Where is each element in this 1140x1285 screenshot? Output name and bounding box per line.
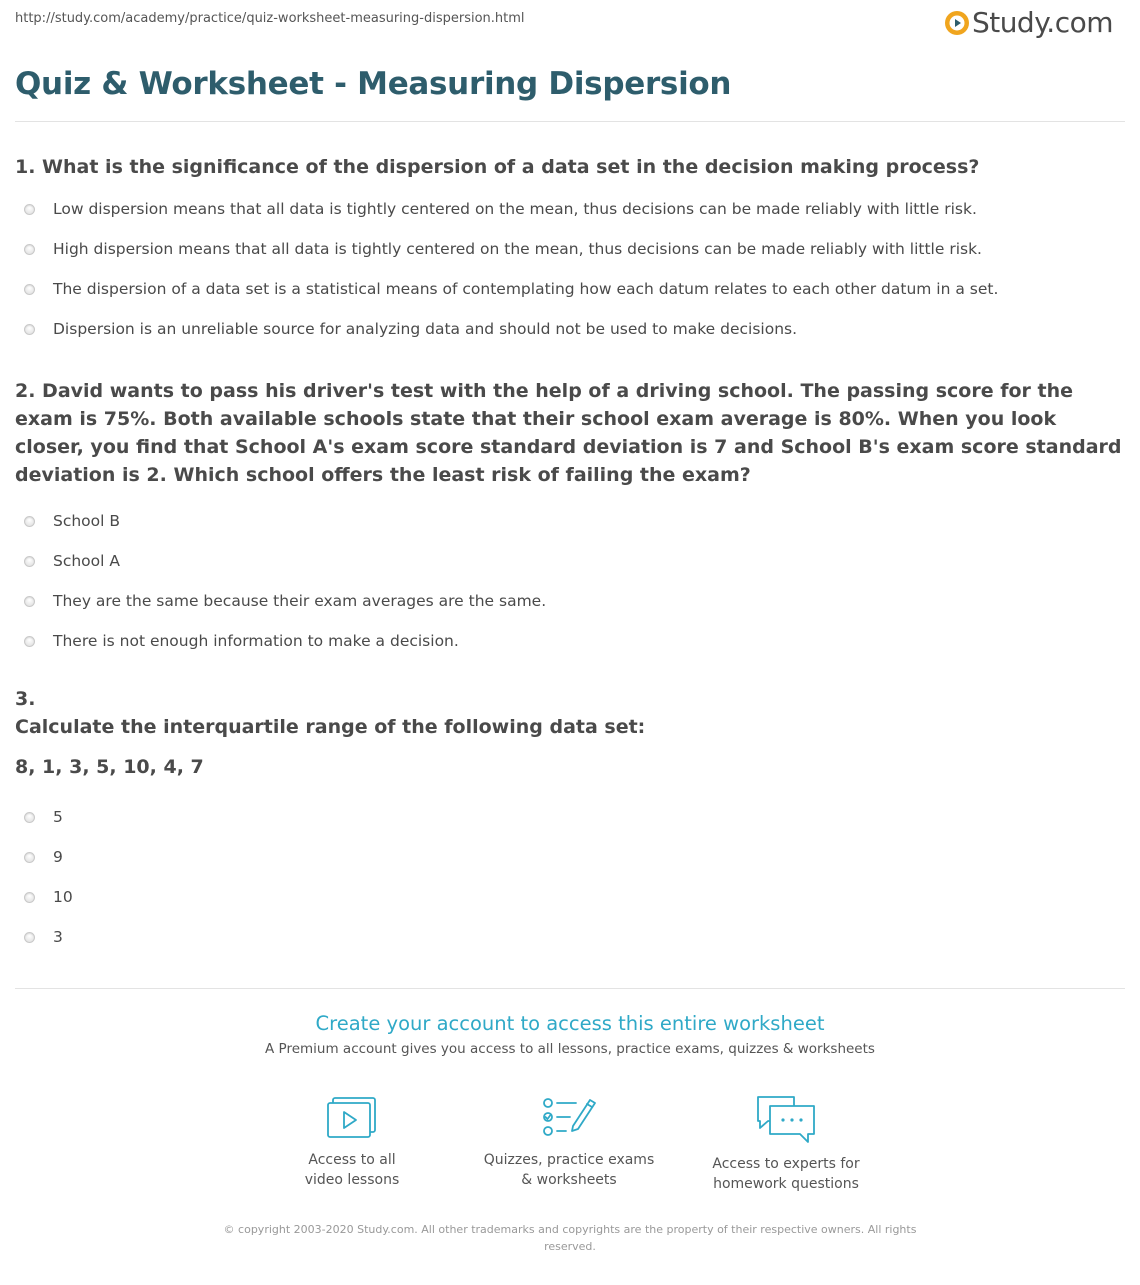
radio-button[interactable] (24, 556, 35, 567)
choice-label: School B (53, 512, 121, 530)
feature-line: & worksheets (521, 1172, 617, 1188)
answer-choices (15, 501, 1130, 661)
answer-choice[interactable] (15, 797, 1130, 837)
study-logo[interactable] (945, 6, 1113, 39)
choice-label: School A (53, 552, 120, 570)
radio-button[interactable] (24, 204, 35, 215)
choice-label: Dispersion is an unreliable source for analyzing data and should not be used to make decisions. (53, 320, 798, 338)
page-title: Quiz & Worksheet - Measuring Dispersion (15, 66, 732, 102)
question-number: 3. (15, 688, 36, 710)
copyright-footer (210, 1221, 930, 1255)
choice-label: 5 (53, 808, 63, 826)
answer-choice[interactable] (15, 877, 1130, 917)
footer-line: © copyright 2003-2020 Study.com. All other trademarks and copyrights are the property of their respective owners. All rights (223, 1223, 917, 1236)
answer-choice[interactable] (15, 501, 1130, 541)
question-line: 1. What is the significance of the dispersion of a data set in the decision making process? (15, 156, 980, 178)
choice-label: 3 (53, 928, 63, 946)
feature-line: homework questions (713, 1176, 859, 1192)
answer-choices (15, 797, 1130, 957)
radio-button[interactable] (24, 596, 35, 607)
choice-label: They are the same because their exam averages are the same. (53, 592, 547, 610)
quiz-checklist-icon (540, 1094, 598, 1140)
feature-label (686, 1154, 886, 1194)
cta-title[interactable]: Create your account to access this entire worksheet (315, 1012, 825, 1035)
play-icon (945, 11, 969, 35)
radio-button[interactable] (24, 244, 35, 255)
page-url[interactable]: http://study.com/academy/practice/quiz-worksheet-measuring-dispersion.html (15, 11, 525, 26)
question-text (15, 153, 1130, 181)
radio-button[interactable] (24, 932, 35, 943)
question-1 (15, 153, 1130, 349)
feature-label (252, 1150, 452, 1190)
feature-line: Quizzes, practice exams (483, 1152, 655, 1168)
question-text (15, 685, 1130, 781)
video-lessons-icon (325, 1094, 379, 1140)
footer-line: reserved. (544, 1240, 596, 1253)
answer-choice[interactable] (15, 837, 1130, 877)
answer-choice[interactable] (15, 541, 1130, 581)
brand-name: Study.com (971, 6, 1113, 39)
radio-button[interactable] (24, 852, 35, 863)
top-bar (0, 0, 1140, 50)
cta-divider (15, 988, 1125, 989)
choice-label: The dispersion of a data set is a statistical means of contemplating how each datum relates to each other datum in a set. (53, 280, 999, 298)
question-line: 2. David wants to pass his driver's test with the help of a driving school. The passing score for the exam is 75%. Both available schools state that their school exam average is 80%. When you look closer, you find that School A's exam score standard deviation is 7 and School B's exam score standard deviation is 2. Which school offers the least risk of failing the exam? (15, 380, 1122, 486)
radio-button[interactable] (24, 284, 35, 295)
radio-button[interactable] (24, 516, 35, 527)
choice-label: 9 (53, 848, 63, 866)
choice-label: High dispersion means that all data is tightly centered on the mean, thus decisions can be made reliably with little risk. (53, 240, 982, 258)
answer-choice[interactable] (15, 189, 1130, 229)
question-2 (15, 377, 1130, 661)
choice-label: Low dispersion means that all data is tightly centered on the mean, thus decisions can be made reliably with little risk. (53, 200, 977, 218)
feature-label (469, 1150, 669, 1190)
radio-button[interactable] (24, 812, 35, 823)
choice-label: There is not enough information to make a decision. (53, 632, 459, 650)
question-3 (15, 685, 1130, 957)
feature-experts (686, 1094, 886, 1194)
answer-choice[interactable] (15, 917, 1130, 957)
signup-cta (0, 1012, 1140, 1057)
title-divider (15, 121, 1125, 122)
feature-line: Access to all (308, 1152, 396, 1168)
answer-choices (15, 189, 1130, 349)
choice-label: 10 (53, 888, 73, 906)
answer-choice[interactable] (15, 309, 1130, 349)
feature-quizzes (469, 1094, 669, 1190)
radio-button[interactable] (24, 636, 35, 647)
answer-choice[interactable] (15, 581, 1130, 621)
data-set: 8, 1, 3, 5, 10, 4, 7 (15, 756, 204, 778)
feature-video-lessons (252, 1094, 452, 1190)
answer-choice[interactable] (15, 229, 1130, 269)
question-line: Calculate the interquartile range of the following data set: (15, 716, 646, 738)
radio-button[interactable] (24, 892, 35, 903)
chat-bubbles-icon (754, 1094, 818, 1144)
radio-button[interactable] (24, 324, 35, 335)
answer-choice[interactable] (15, 269, 1130, 309)
feature-line: Access to experts for (712, 1156, 860, 1172)
feature-line: video lessons (304, 1172, 400, 1188)
answer-choice[interactable] (15, 621, 1130, 661)
question-text (15, 377, 1130, 489)
cta-subtitle: A Premium account gives you access to all lessons, practice exams, quizzes & worksheets (265, 1041, 875, 1057)
